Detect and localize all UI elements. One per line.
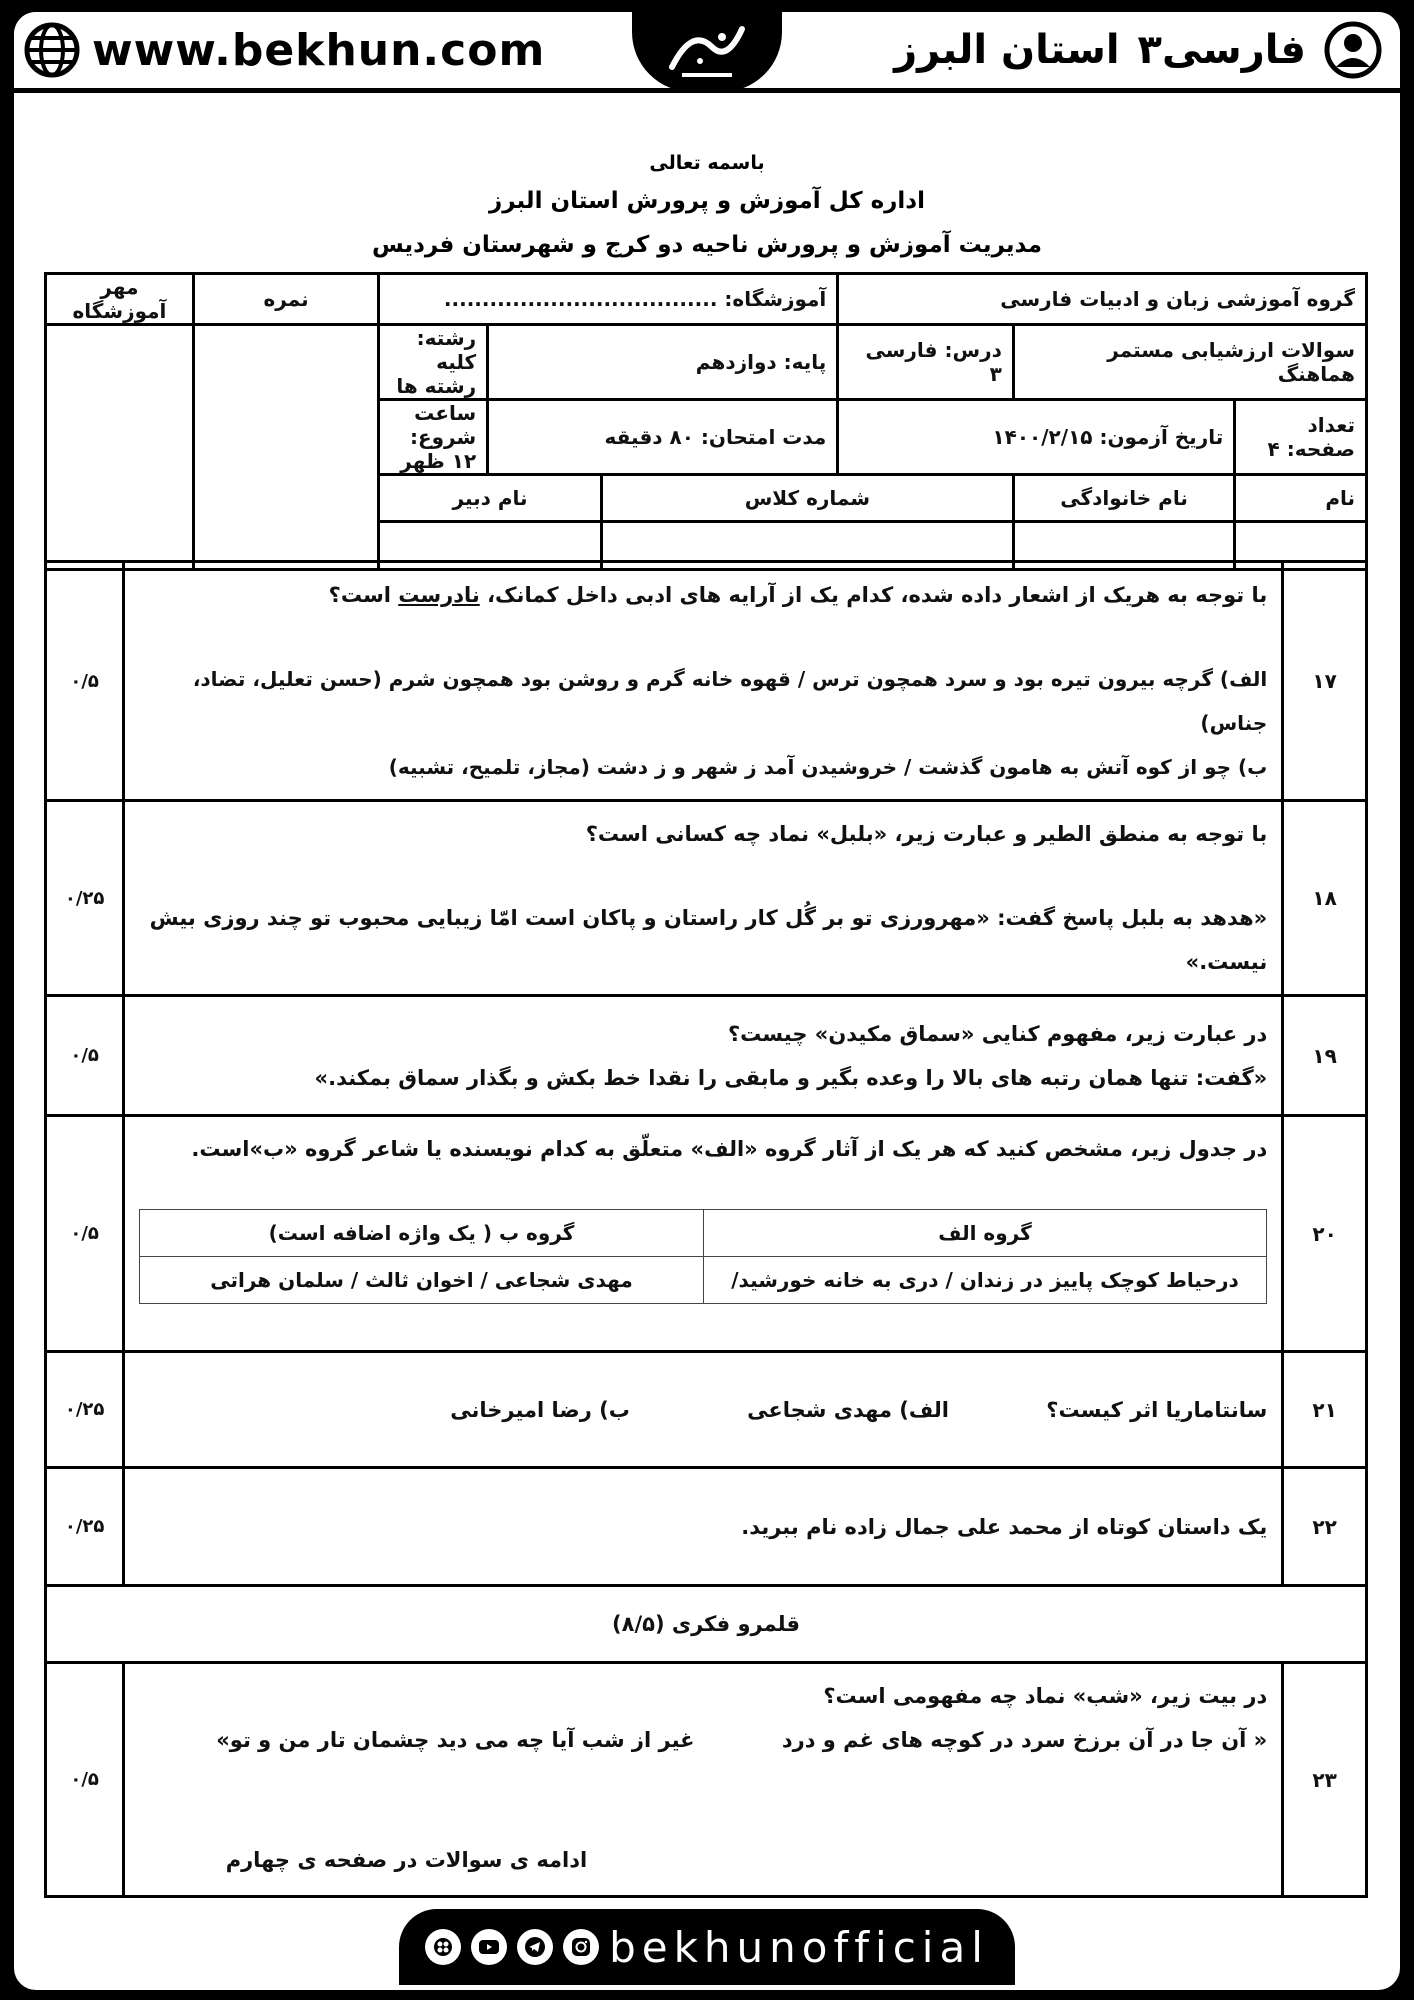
stamp-label: مهر آموزشگاه [46,274,194,325]
social-bar [399,1909,1015,1985]
user-icon [1324,21,1382,79]
verse [139,1718,1267,1762]
bekhun-logo [632,12,782,92]
question-number: ۱۸ [1283,801,1367,996]
question-score: ۰/۲۵ [46,1468,124,1586]
question-body [124,562,1283,801]
question-number: ۱۹ [1283,996,1367,1116]
question-number: ۲۳ [1283,1663,1367,1897]
verse-first-half: « آن جا در آن برزخ سرد در کوچه های غم و درد [781,1728,1268,1752]
name-label: نام [1235,475,1367,522]
question-score: ۰/۵ [46,1116,124,1352]
option-b: ب) رضا امیرخانی [450,1397,630,1422]
exam-info-table [44,272,1368,571]
questions-table [44,560,1368,1898]
question-score: ۰/۲۵ [46,801,124,996]
lesson-name: درس: فارسی ۳ [838,325,1014,400]
question-text: «هدهد به بلبل پاسخ گفت: «مهرورزی تو بر گُل کار راستان و پاکان است امّا زیبایی محبوب تو چند روزی بیش نیست.» [149,906,1268,974]
emphasis-word: نادرست [398,583,480,607]
group-b-header: گروه ب ( یک واژه اضافه است) [140,1210,704,1257]
question-body [124,801,1283,996]
section-row [46,1586,1367,1663]
question-prompt: سانتاماریا اثر کیست؟ [1046,1397,1268,1422]
letterhead-district: مدیریت آموزش و پرورش ناحیه دو کرج و شهرستان فردیس [371,232,1043,258]
question-23 [46,1663,1367,1897]
question-20 [46,1116,1367,1352]
field-name: رشته: کلیه رشته ها [379,325,488,400]
option-a: الف) مهدی شجاعی [747,1397,949,1422]
section-title: قلمرو فکری (۸/۵) [46,1586,1367,1663]
logo-icon [652,17,762,87]
question-number: ۱۷ [1283,562,1367,801]
question-prompt: با توجه به منطق الطیر و عبارت زیر، «بلبل» نماد چه کسانی است؟ [585,822,1268,846]
question-score: ۰/۲۵ [46,1352,124,1468]
school-field: آموزشگاه: .................................... [379,274,838,325]
website-link[interactable] [24,22,545,78]
question-body [124,1116,1283,1352]
question-text: «گفت: تنها همان رتبه های بالا را وعده بگیر و مابقی را نقدا خط بکش و بگذار سماق بمکند.» [314,1065,1268,1090]
question-body [124,1352,1283,1468]
question-number: ۲۲ [1283,1468,1367,1586]
group-name: گروه آموزشی زبان و ادبیات فارسی [838,274,1367,325]
start-time: ساعت شروع: ۱۲ ظهر [379,400,488,475]
question-number: ۲۱ [1283,1352,1367,1468]
header-bar [14,12,1400,93]
question-prompt: در جدول زیر، مشخص کنید که هر یک از آثار گروه «الف» متعلّق به کدام نویسنده یا شاعر گروه «ب»است. [191,1137,1268,1161]
exam-duration: مدت امتحان: ۸۰ دقیقه [488,400,838,475]
question-21 [46,1352,1367,1468]
letterhead-office: اداره کل آموزش و پرورش استان البرز [489,188,925,214]
stamp-box [46,325,194,570]
group-a-items: درحیاط کوچک پاییز در زندان / دری به خانه خورشید/ [703,1257,1267,1304]
class-label: شماره کلاس [601,475,1013,522]
option-b: ب) چو از کوه آتش به هامون گذشت / خروشیدن آمد ز شهر و ز دشت (مجاز، تلمیح، تشبیه) [388,755,1268,779]
question-prompt: در بیت زیر، «شب» نماد چه مفهومی است؟ [823,1684,1268,1708]
question-score: ۰/۵ [46,1663,124,1897]
aparat-icon[interactable] [425,1929,461,1965]
question-19 [46,996,1367,1116]
question-22 [46,1468,1367,1586]
score-label: نمره [193,274,378,325]
question-score: ۰/۵ [46,996,124,1116]
question-score: ۰/۵ [46,562,124,801]
group-b-items: مهدی شجاعی / اخوان ثالث / سلمان هراتی [140,1257,704,1304]
province-name: استان البرز [894,27,1120,73]
grade-level: پایه: دوازدهم [488,325,838,400]
group-a-header: گروه الف [703,1210,1267,1257]
score-box [193,325,378,570]
exam-type: سوالات ارزشیابی مستمر هماهنگ [1013,325,1366,400]
subject-name: فارسی۳ [1137,27,1306,73]
question-prompt: در عبارت زیر، مفهوم کنایی «سماق مکیدن» چیست؟ [728,1021,1268,1046]
subject-title [894,20,1382,80]
youtube-icon[interactable] [471,1929,507,1965]
matching-table [139,1209,1267,1304]
question-body [124,1663,1283,1897]
exam-page [14,12,1400,1990]
option-a: الف) گرچه بیرون تیره بود و سرد همچون ترس / قهوه خانه گرم و روشن بود همچون شرم (حسن تعلیل، تضاد، جناس) [192,667,1268,735]
question-number: ۲۰ [1283,1116,1367,1352]
question-17 [46,562,1367,801]
question-prompt: یک داستان کوتاه از محمد علی جمال زاده نام ببرید. [741,1514,1268,1539]
exam-date: تاریخ آزمون: ۱۴۰۰/۲/۱۵ [838,400,1235,475]
social-handle[interactable]: bekhunofficial [609,1922,989,1972]
telegram-icon[interactable] [517,1929,553,1965]
continue-note: ادامه ی سوالات در صفحه ی چهارم [225,1848,588,1872]
instagram-icon[interactable] [563,1929,599,1965]
teacher-label: نام دبیر [379,475,602,522]
verse-second-half: غیر از شب آیا چه می دید چشمان تار من و تو» [216,1728,695,1752]
letterhead-bismillah: باسمه تعالی [649,152,765,174]
question-body [124,996,1283,1116]
question-prompt: با توجه به هریک از اشعار داده شده، کدام یک از آرایه های ادبی داخل کمانک، نادرست است؟ [328,583,1268,607]
page-count: تعداد صفحه: ۴ [1235,400,1367,475]
question-body [124,1468,1283,1586]
globe-icon [24,22,80,78]
question-18 [46,801,1367,996]
website-url: www.bekhun.com [92,24,546,76]
family-label: نام خانوادگی [1013,475,1234,522]
